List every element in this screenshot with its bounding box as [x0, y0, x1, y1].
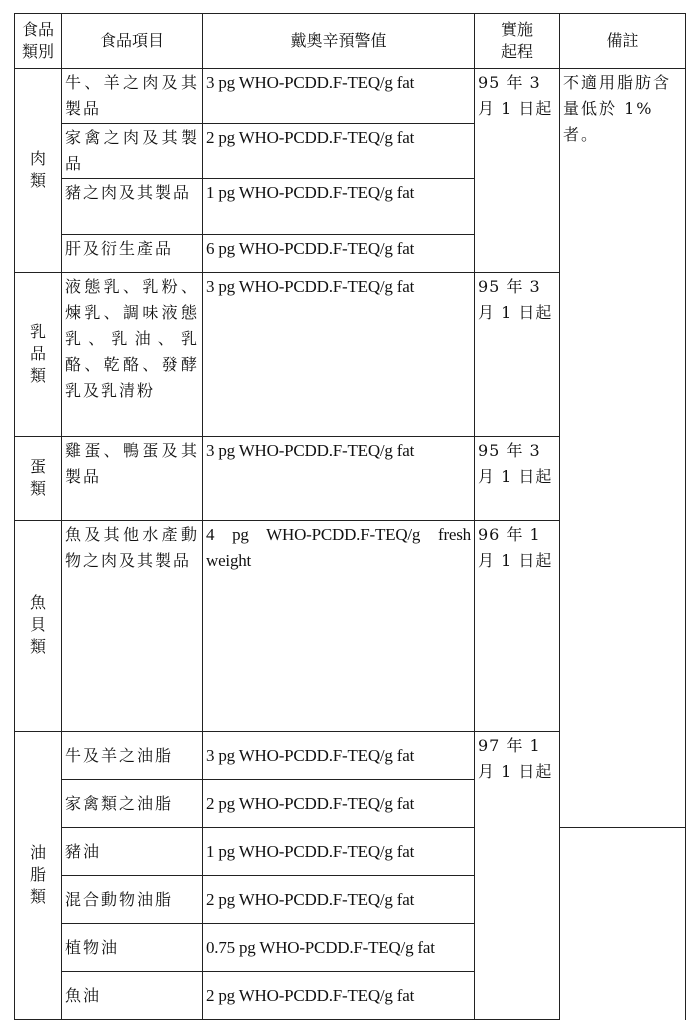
item-cell: 植物油: [62, 924, 203, 972]
effective-eggs: 95 年 3 月 1 日起: [475, 437, 560, 521]
dioxin-warning-table: [14, 13, 686, 1020]
item-cell: 魚及其他水產動物之肉及其製品: [62, 521, 203, 732]
value-cell: 4 pg WHO-PCDD.F-TEQ/g fresh weight: [203, 521, 475, 732]
item-cell: 家禽之肉及其製品: [62, 124, 203, 179]
effective-oils: 97 年 1 月 1 日起: [475, 732, 560, 1020]
category-oils: 油脂類: [15, 732, 62, 1020]
table-row: [15, 828, 686, 876]
item-cell: 雞蛋、鴨蛋及其製品: [62, 437, 203, 521]
table-row: [15, 69, 686, 124]
item-cell: 肝及衍生產品: [62, 235, 203, 273]
category-eggs: 蛋類: [15, 437, 62, 521]
item-cell: 牛、羊之肉及其製品: [62, 69, 203, 124]
table-row: [15, 972, 686, 1020]
value-cell: 2 pg WHO-PCDD.F-TEQ/g fat: [203, 972, 475, 1020]
value-cell: 1 pg WHO-PCDD.F-TEQ/g fat: [203, 828, 475, 876]
header-effective: 實施起程: [475, 14, 560, 69]
item-cell: 牛及羊之油脂: [62, 732, 203, 780]
category-fish: 魚貝類: [15, 521, 62, 732]
header-category: 食品類別: [15, 14, 62, 69]
value-cell: 3 pg WHO-PCDD.F-TEQ/g fat: [203, 732, 475, 780]
value-cell: 2 pg WHO-PCDD.F-TEQ/g fat: [203, 780, 475, 828]
header-item: 食品項目: [62, 14, 203, 69]
item-cell: 豬油: [62, 828, 203, 876]
item-cell: 魚油: [62, 972, 203, 1020]
effective-dairy: 95 年 3 月 1 日起: [475, 273, 560, 437]
item-cell: 混合動物油脂: [62, 876, 203, 924]
effective-meat: 95 年 3 月 1 日起: [475, 69, 560, 273]
value-cell: 1 pg WHO-PCDD.F-TEQ/g fat: [203, 179, 475, 235]
item-cell: 豬之肉及其製品: [62, 179, 203, 235]
header-remarks: 備註: [560, 14, 686, 69]
value-cell: 6 pg WHO-PCDD.F-TEQ/g fat: [203, 235, 475, 273]
value-cell: 3 pg WHO-PCDD.F-TEQ/g fat: [203, 69, 475, 124]
effective-fish: 96 年 1 月 1 日起: [475, 521, 560, 732]
remarks-meat: 不適用脂肪含量低於 1%者。: [560, 69, 686, 828]
header-value: 戴奧辛預警值: [203, 14, 475, 69]
table-row: [15, 924, 686, 972]
item-cell: 家禽類之油脂: [62, 780, 203, 828]
value-cell: 3 pg WHO-PCDD.F-TEQ/g fat: [203, 437, 475, 521]
item-cell: 液態乳、乳粉、煉乳、調味液態乳、乳油、乳酪、乾酪、發酵乳及乳清粉: [62, 273, 203, 437]
value-cell: 3 pg WHO-PCDD.F-TEQ/g fat: [203, 273, 475, 437]
value-cell: 2 pg WHO-PCDD.F-TEQ/g fat: [203, 876, 475, 924]
category-dairy: 乳品類: [15, 273, 62, 437]
value-cell: 0.75 pg WHO-PCDD.F-TEQ/g fat: [203, 924, 475, 972]
category-meat: 肉類: [15, 69, 62, 273]
header-row: [15, 14, 686, 69]
value-cell: 2 pg WHO-PCDD.F-TEQ/g fat: [203, 124, 475, 179]
